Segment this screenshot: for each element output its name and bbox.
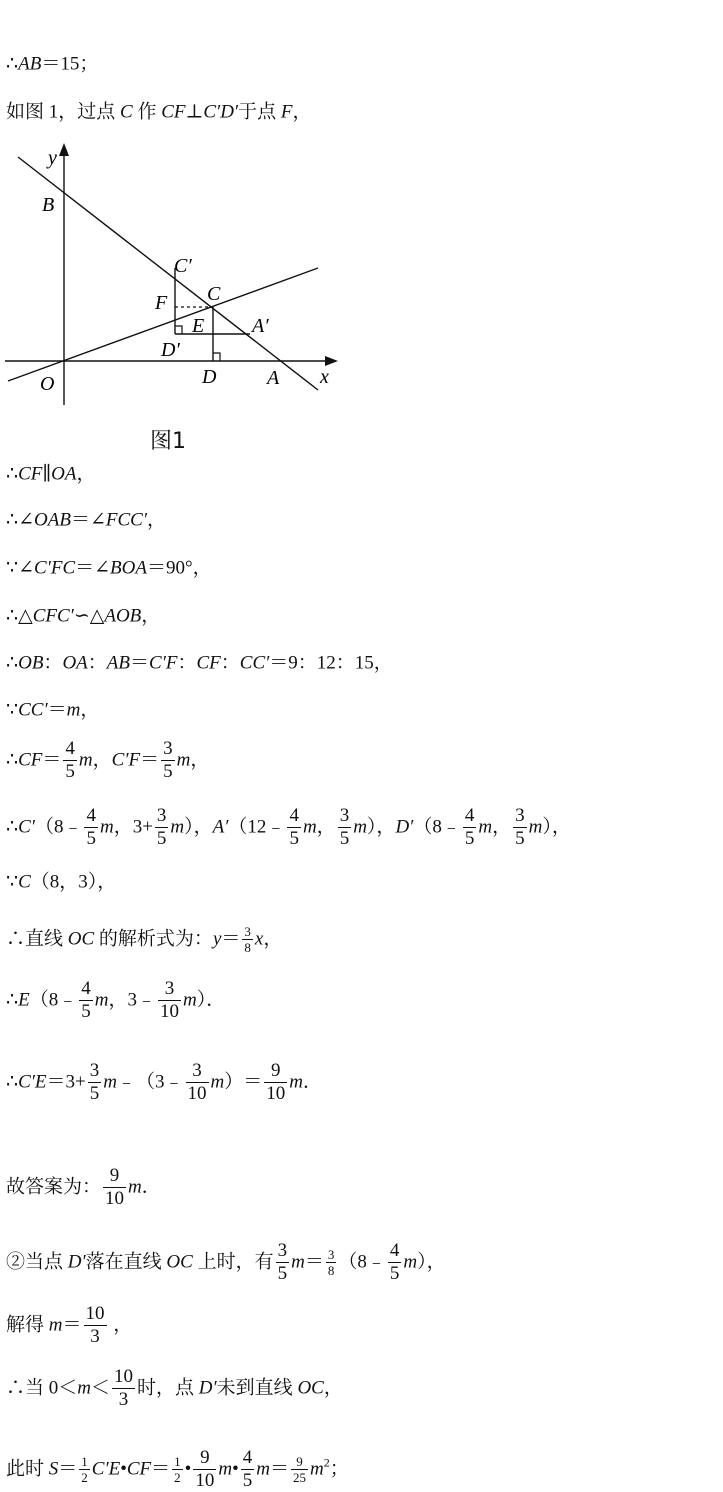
fraction (79, 1454, 90, 1485)
point: C′ (18, 816, 35, 838)
text: ． (141, 1176, 161, 1198)
variable: m (48, 1314, 63, 1336)
text: ， (323, 1377, 343, 1399)
segment: AB (106, 652, 130, 674)
text: ＝∠ (70, 509, 106, 531)
denominator: 2 (174, 1470, 181, 1485)
text: ＝ (130, 652, 150, 674)
text: ， (108, 1314, 133, 1336)
text: ＝ (58, 1458, 78, 1480)
text: ∴ (6, 1071, 19, 1093)
numerator: 3 (339, 805, 350, 826)
text: ＝ (269, 1458, 289, 1480)
denominator: 5 (242, 1470, 253, 1491)
angle: BOA (110, 557, 147, 579)
variable: m (77, 1377, 91, 1399)
text: ）， (184, 816, 213, 838)
text: 落在直线 (85, 1251, 167, 1273)
fraction (242, 924, 253, 955)
text: 如图 1，过点 (6, 101, 121, 123)
denominator: 5 (65, 761, 75, 782)
denominator: 10 (266, 1083, 286, 1104)
text: ： (87, 652, 107, 674)
denominator: 10 (105, 1188, 125, 1209)
text: ， (263, 928, 283, 950)
line-ratio (6, 651, 393, 676)
label-d: D (202, 366, 217, 388)
fraction (63, 738, 77, 783)
text: 时，点 (137, 1377, 199, 1399)
label-y: y (48, 147, 57, 169)
fraction (84, 1303, 107, 1348)
text: ）， (366, 816, 396, 838)
right-angle-mark-d-prime (175, 326, 182, 334)
right-angle-mark-d (213, 353, 220, 361)
angle: OAB (34, 509, 71, 531)
text: （8﹣ (338, 1251, 386, 1273)
line-answer (6, 1165, 161, 1210)
text: ﹣（3﹣ (116, 1071, 184, 1093)
text: ）＝ (224, 1071, 263, 1093)
point: D′ (395, 816, 414, 838)
denominator: 25 (292, 1470, 306, 1485)
variable: m (289, 1071, 303, 1093)
text: ，3+ (113, 816, 153, 838)
numerator: 4 (81, 978, 91, 999)
text: ， (316, 816, 336, 838)
numerator: 4 (65, 738, 75, 759)
segment: C′D′ (203, 101, 239, 123)
variable: m (99, 816, 114, 838)
fraction (84, 805, 98, 850)
variable: m (309, 1458, 324, 1480)
line-angle-equal (6, 508, 166, 533)
denominator: 5 (277, 1263, 288, 1284)
line-name: OC (67, 928, 95, 950)
text: ， (492, 816, 512, 838)
segment: CC′ (239, 652, 270, 674)
numerator: 9 (193, 1447, 216, 1470)
text: ∴△ (6, 605, 33, 627)
fraction (193, 1447, 216, 1492)
denominator: 5 (163, 761, 173, 782)
text: 上时，有 (192, 1251, 274, 1273)
point: C (18, 871, 31, 893)
fraction (186, 1060, 209, 1105)
numerator: 9 (291, 1454, 308, 1470)
geometry-figure (0, 140, 345, 410)
numerator: 9 (264, 1060, 287, 1083)
denominator: 8 (244, 940, 251, 955)
denominator: 3 (118, 1389, 129, 1410)
variable: m (353, 816, 367, 838)
label-e: E (192, 315, 205, 337)
line-point-c (6, 870, 116, 895)
line-right-angles (6, 556, 212, 581)
numerator: 3 (244, 924, 251, 939)
text: 于点 (238, 101, 281, 123)
segment: C′F (111, 749, 141, 771)
numerator: 1 (174, 1454, 181, 1469)
text: ， (92, 749, 112, 771)
numerator: 10 (85, 1303, 105, 1324)
denominator: 5 (156, 828, 167, 849)
label-c-prime: C′ (174, 255, 192, 277)
text: ＝ (151, 1458, 171, 1480)
text: ＝ (304, 1251, 324, 1273)
numerator: 3 (515, 805, 525, 826)
text: ： (177, 652, 197, 674)
fraction (513, 805, 527, 850)
fraction (241, 1447, 255, 1492)
numerator: 4 (389, 1240, 400, 1261)
fraction (264, 1060, 287, 1105)
variable: m (256, 1458, 270, 1480)
numerator: 9 (103, 1165, 126, 1188)
numerator: 3 (163, 738, 173, 759)
therefore: ∴ (6, 463, 19, 485)
text: ）， (417, 1251, 446, 1273)
segment: OA (62, 652, 88, 674)
text: ＝ (47, 699, 67, 721)
denominator: 5 (464, 828, 475, 849)
text: ， (141, 605, 161, 627)
numerator: 10 (114, 1366, 134, 1387)
segment: C′F (149, 652, 178, 674)
text: • (120, 1458, 127, 1480)
line-cf-parallel-oa (6, 462, 96, 487)
line-case-2 (6, 1240, 446, 1285)
text: ＝ (42, 749, 62, 771)
numerator: 4 (289, 805, 299, 826)
text: ＝ (140, 749, 160, 771)
denominator: 5 (289, 828, 299, 849)
point: F (280, 101, 293, 123)
numerator: 3 (89, 1060, 100, 1081)
segment: C′E (18, 1071, 47, 1093)
text: ∵∠ (6, 557, 35, 579)
fraction (338, 805, 352, 850)
text: ，3﹣ (108, 989, 156, 1011)
angle: FCC′ (105, 509, 147, 531)
variable: y (212, 928, 222, 950)
text: ∽△ (73, 605, 105, 627)
figure-caption: 图1 (150, 429, 186, 454)
line-oc-equation (6, 924, 282, 955)
label-b: B (42, 194, 55, 216)
variable: m (291, 1251, 305, 1273)
text: ∴ (6, 749, 19, 771)
segment: CF (196, 652, 221, 674)
text: ＜ (91, 1377, 111, 1399)
segment: AB (18, 53, 42, 75)
text: （12﹣ (228, 816, 286, 838)
numerator: 3 (156, 805, 167, 826)
line-point-e (6, 978, 225, 1023)
variable: m (528, 816, 543, 838)
variable: m (403, 1251, 418, 1273)
label-d-prime: D′ (161, 339, 180, 361)
numerator: 1 (81, 1454, 88, 1469)
triangle: AOB (104, 605, 142, 627)
text: ＝9：12：15， (269, 652, 393, 674)
text: ＝ (221, 928, 241, 950)
text: 作 (132, 101, 162, 123)
label-f: F (155, 292, 168, 314)
x-axis-arrow (325, 356, 338, 366)
label-o: O (40, 373, 55, 395)
fraction (161, 738, 175, 783)
text: ， (146, 509, 166, 531)
text: ＝ (62, 1314, 82, 1336)
numerator: 3 (158, 978, 181, 1001)
point: A′ (212, 816, 229, 838)
segment: OB (18, 652, 44, 674)
numerator: 4 (242, 1447, 253, 1468)
denominator: 5 (515, 828, 525, 849)
text: ， (190, 749, 210, 771)
denominator: 10 (159, 1001, 179, 1022)
text: ∵ (6, 871, 19, 893)
fraction (287, 805, 301, 850)
text: ＝15； (41, 53, 99, 75)
text: ∵ (6, 699, 19, 721)
label-a: A (267, 367, 280, 389)
variable: S (48, 1458, 59, 1480)
text: 解得 (6, 1314, 49, 1336)
numerator: 3 (327, 1247, 335, 1262)
parallel-symbol: ∥ (42, 463, 52, 485)
point: D′ (67, 1251, 86, 1273)
text: ： (43, 652, 63, 674)
variable: m (176, 749, 191, 771)
text: ∴ (6, 652, 19, 674)
line-coordinates (6, 805, 571, 850)
text: ， (80, 699, 100, 721)
text: ＝3+ (46, 1071, 86, 1093)
text: （8﹣ (29, 989, 78, 1011)
denominator: 5 (81, 1001, 91, 1022)
line-similar-triangles (6, 604, 160, 629)
variable: m (128, 1176, 142, 1198)
line-ab-equals-15 (6, 52, 98, 77)
segment: CF (18, 749, 43, 771)
line-name: OC (297, 1377, 324, 1399)
text: 的解析式为： (94, 928, 213, 950)
variable: m (210, 1071, 225, 1093)
variable: m (218, 1458, 233, 1480)
denominator: 5 (389, 1263, 400, 1284)
fraction (88, 1060, 102, 1105)
line-range (6, 1366, 343, 1411)
line-name: OC (166, 1251, 193, 1273)
fraction (103, 1165, 126, 1210)
numerator: 3 (277, 1240, 288, 1261)
text: ）， (542, 816, 571, 838)
fraction (172, 1454, 183, 1485)
variable: m (66, 699, 81, 721)
segment: CC′ (18, 699, 48, 721)
variable: x (254, 928, 264, 950)
text: 未到直线 (216, 1377, 298, 1399)
denominator: 10 (187, 1083, 207, 1104)
line-solve-m (6, 1303, 132, 1348)
y-axis-arrow (59, 143, 69, 156)
denominator: 5 (86, 828, 96, 849)
text: ， (76, 463, 96, 485)
text: ＝90°， (146, 557, 212, 579)
segment: CF (18, 463, 43, 485)
variable: m (302, 816, 317, 838)
exponent: 2 (323, 1455, 330, 1470)
point: C (120, 101, 133, 123)
text: （8，3）， (30, 871, 117, 893)
denominator: 5 (89, 1083, 100, 1104)
text: ∴直线 (6, 928, 68, 950)
perp-symbol: ⊥ (185, 101, 204, 123)
denominator: 3 (90, 1326, 100, 1347)
line-oc (8, 268, 318, 381)
variable: m (103, 1071, 117, 1093)
line-cf-cpf (6, 738, 209, 783)
text: ∴ (6, 989, 19, 1011)
text: ＝∠ (75, 557, 111, 579)
line-cc-equals-m (6, 698, 99, 723)
text: • (232, 1458, 239, 1480)
point: E (18, 989, 30, 1011)
text: （8﹣ (413, 816, 461, 838)
variable: m (94, 989, 109, 1011)
text: • (184, 1458, 192, 1480)
fraction (79, 978, 93, 1023)
fraction (155, 805, 169, 850)
variable: m (182, 989, 197, 1011)
fraction (388, 1240, 402, 1285)
text: ； (329, 1458, 349, 1480)
numerator: 4 (464, 805, 475, 826)
fraction (291, 1454, 308, 1485)
text: 故答案为： (6, 1176, 102, 1198)
numerator: 3 (186, 1060, 209, 1083)
denominator: 5 (339, 828, 350, 849)
text: （8﹣ (34, 816, 83, 838)
denominator: 10 (195, 1470, 215, 1491)
label-a-prime: A′ (252, 315, 269, 337)
segment: C′E (91, 1458, 121, 1480)
text: ②当点 (6, 1251, 68, 1273)
point: D′ (198, 1377, 217, 1399)
line-construction (6, 100, 311, 125)
variable: m (78, 749, 93, 771)
segment: CF (161, 101, 186, 123)
label-x: x (320, 366, 329, 388)
text: 此时 (6, 1458, 49, 1480)
text: ∴ (6, 816, 19, 838)
denominator: 2 (81, 1470, 88, 1485)
segment: OA (51, 463, 77, 485)
therefore: ∴ (6, 53, 19, 75)
segment: CF (126, 1458, 152, 1480)
numerator: 4 (86, 805, 96, 826)
fraction (276, 1240, 290, 1285)
fraction (463, 805, 477, 850)
text: ， (292, 101, 312, 123)
line-cpe-length (6, 1060, 322, 1105)
angle: C′FC (34, 557, 76, 579)
denominator: 8 (327, 1263, 335, 1278)
variable: m (478, 816, 493, 838)
text: ． (302, 1071, 322, 1093)
triangle: CFC′ (32, 605, 74, 627)
text: ∴当 0＜ (6, 1377, 78, 1399)
variable: m (170, 816, 185, 838)
fraction (112, 1366, 135, 1411)
fraction (158, 978, 181, 1023)
text: ∴∠ (6, 509, 35, 531)
label-c: C (207, 283, 221, 305)
text: ： (220, 652, 240, 674)
text: ）． (196, 989, 226, 1011)
fraction (326, 1247, 337, 1278)
line-area (6, 1447, 349, 1492)
